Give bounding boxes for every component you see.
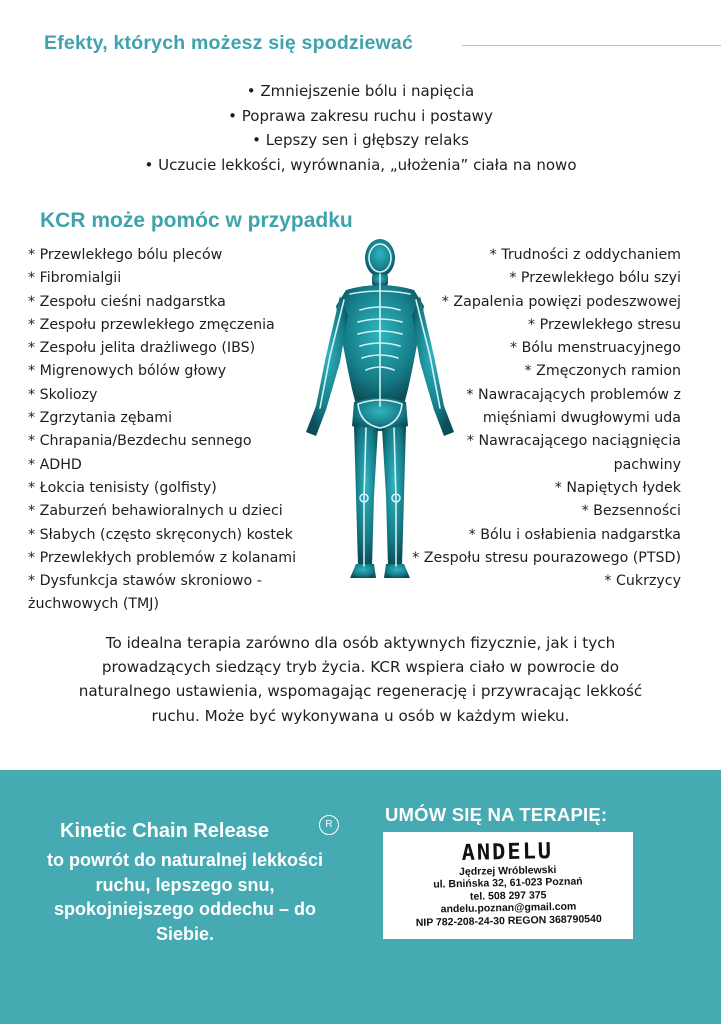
list-item: * Zaburzeń behawioralnych u dzieci bbox=[28, 503, 283, 520]
footer-title: Kinetic Chain Release bbox=[60, 820, 269, 842]
list-item: * Dysfunkcja stawów skroniowo - żuchwowych (TMJ) bbox=[28, 573, 262, 613]
description-paragraph: To idealna terapia zarówno dla osób aktywnych fizycznie, jak i tych prowadzących siedzący tryb życia. KCR wspiera ciało w powrocie do naturalnego ustawienia, wspomagając regenerację i przywracając lekkość ruchu. Może być wykonywana u osób w każdym wieku. bbox=[78, 634, 643, 725]
list-item: * Nawracających problemów z mięśniami dwugłowymi uda bbox=[466, 386, 681, 427]
company-stamp bbox=[383, 832, 633, 939]
effects-list bbox=[0, 79, 721, 177]
list-item: • Poprawa zakresu ruchu i postawy bbox=[228, 106, 493, 125]
footer-tagline: to powrót do naturalnej lekkości ruchu, lepszego snu, spokojniejszego oddechu – do Siebie. bbox=[46, 850, 324, 944]
list-item: * Zmęczonych ramion bbox=[524, 363, 681, 380]
list-item: • Zmniejszenie bólu i napięcia bbox=[246, 82, 475, 100]
list-item: * Zapalenia powięzi podeszwowej bbox=[441, 293, 681, 310]
effects-heading: Efekty, których możesz się spodziewać bbox=[44, 32, 414, 54]
list-item: * Przewlekłego stresu bbox=[528, 316, 681, 333]
list-item: * Zespołu jelita drażliwego (IBS) bbox=[28, 340, 256, 357]
list-item: * Łokcia tenisisty (golfisty) bbox=[28, 479, 217, 496]
list-item: * Zespołu cieśni nadgarstka bbox=[28, 293, 226, 310]
conditions-left-list bbox=[28, 244, 328, 617]
list-item: * Skoliozy bbox=[28, 386, 98, 403]
list-item: * Fibromialgii bbox=[28, 270, 122, 287]
conditions-right-list bbox=[381, 244, 681, 593]
list-item: * Migrenowych bólów głowy bbox=[28, 363, 227, 380]
list-item: * Zespołu stresu pourazowego (PTSD) bbox=[412, 549, 681, 566]
list-item: * Bólu i osłabienia nadgarstka bbox=[468, 526, 681, 543]
list-item: * Przewlekłego bólu pleców bbox=[28, 247, 223, 263]
kcr-heading: KCR może pomóc w przypadku bbox=[40, 209, 353, 232]
list-item: * Trudności z oddychaniem bbox=[489, 247, 681, 263]
list-item: * Bezsenności bbox=[581, 503, 681, 520]
list-item: * Przewlekłych problemów z kolanami bbox=[28, 549, 297, 566]
list-item: * Zespołu przewlekłego zmęczenia bbox=[28, 316, 275, 333]
stamp-email: andelu.poznan@gmail.com bbox=[440, 900, 577, 916]
stamp-ids: NIP 782-208-24-30 REGON 368790540 bbox=[415, 912, 602, 929]
list-item: * Przewlekłego bólu szyi bbox=[509, 270, 681, 287]
list-item: • Lepszy sen i głębszy relaks bbox=[252, 131, 469, 149]
list-item: * Zgrzytania zębami bbox=[28, 410, 173, 427]
booking-cta: UMÓW SIĘ NA TERAPIĘ: bbox=[385, 804, 608, 825]
heading-divider bbox=[462, 45, 721, 46]
list-item: * ADHD bbox=[28, 456, 82, 473]
list-item: * Napiętych łydek bbox=[554, 479, 681, 496]
list-item: * Chrapania/Bezdechu sennego bbox=[28, 433, 252, 450]
list-item: • Uczucie lekkości, wyrównania, „ułożenia” ciała na nowo bbox=[144, 155, 577, 174]
stamp-address: ul. Bnińska 32, 61-023 Poznań bbox=[433, 875, 583, 891]
list-item: * Nawracającego naciągnięcia pachwiny bbox=[466, 433, 681, 473]
stamp-phone: tel. 508 297 375 bbox=[469, 889, 547, 903]
stamp-name: Jędrzej Wróblewski bbox=[458, 863, 557, 879]
stamp-logo: ANDELU bbox=[461, 839, 554, 866]
list-item: * Bólu menstruacyjnego bbox=[509, 340, 681, 357]
registered-mark: R bbox=[319, 815, 339, 835]
list-item: * Cukrzycy bbox=[604, 573, 681, 590]
list-item: * Słabych (często skręconych) kostek bbox=[28, 526, 293, 543]
